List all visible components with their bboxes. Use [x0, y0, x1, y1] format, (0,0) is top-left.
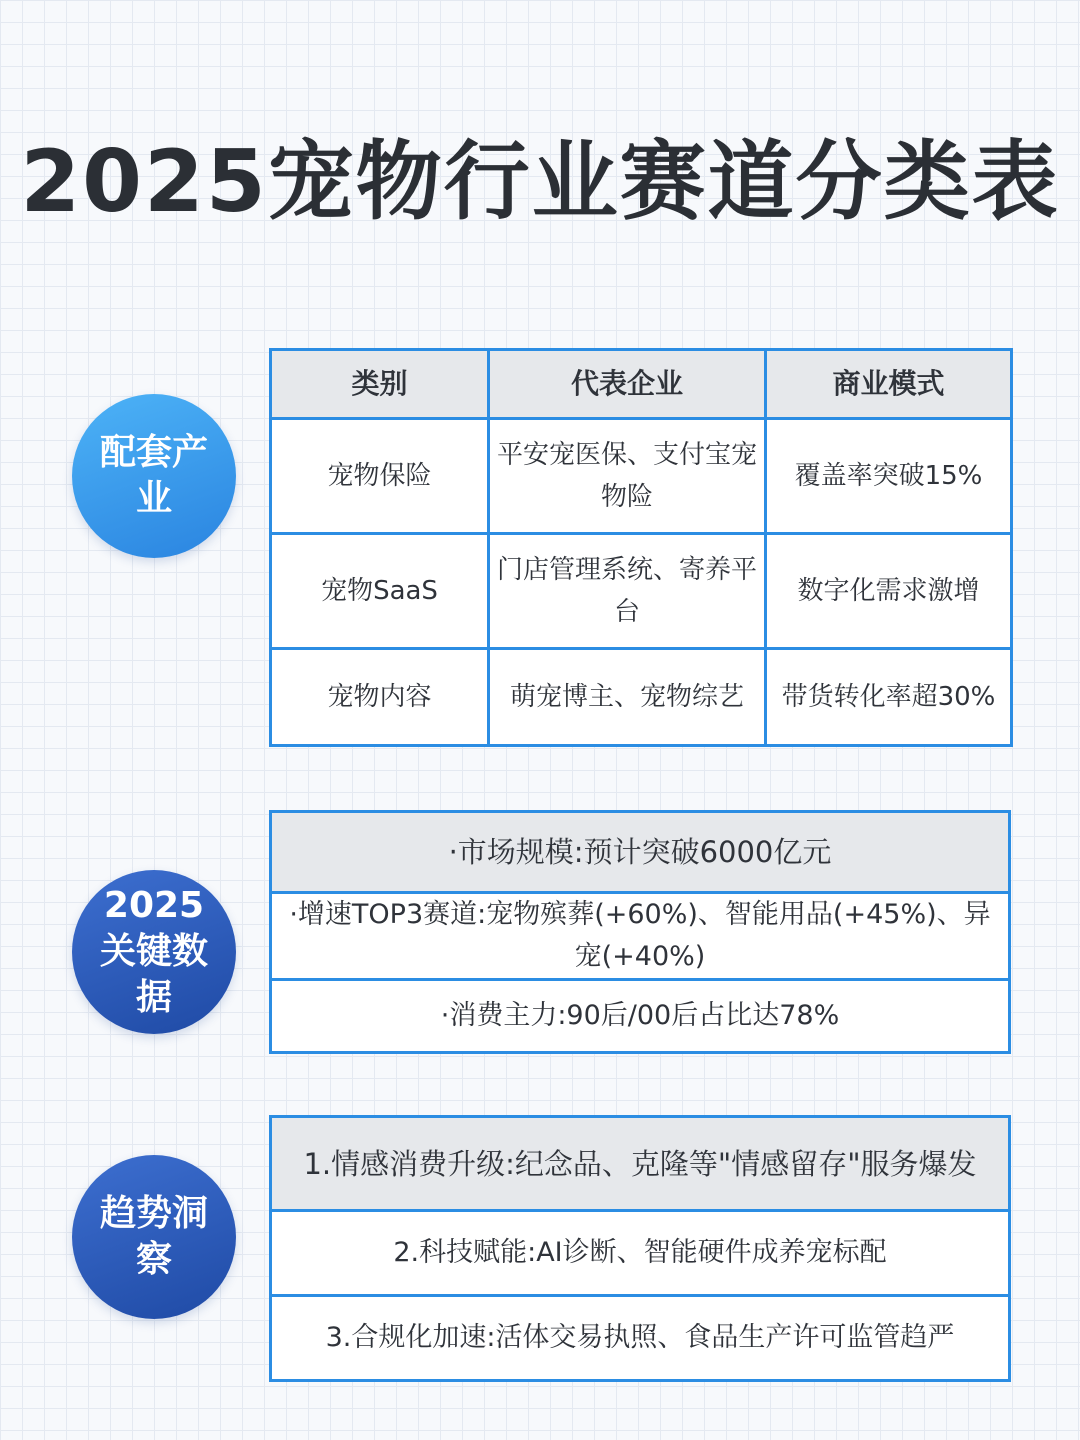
- table-cell-category: 宠物内容: [271, 649, 489, 746]
- key-data-consumer-main: ·消费主力:90后/00后占比达78%: [271, 980, 1010, 1053]
- key-data-panel: [269, 810, 1011, 1054]
- trend-insight-badge: [72, 1155, 236, 1319]
- trend-tech-empowerment: 2.科技赋能:AI诊断、智能硬件成养宠标配: [271, 1211, 1010, 1296]
- table-cell-category: 宠物保险: [271, 419, 489, 534]
- column-header-business-model: 商业模式: [766, 350, 1012, 419]
- column-header-companies: 代表企业: [489, 350, 766, 419]
- page-title: 2025宠物行业赛道分类表: [20, 132, 1060, 232]
- trend-emotional-consumption: 1.情感消费升级:纪念品、克隆等"情感留存"服务爆发: [271, 1117, 1010, 1211]
- table-cell-business-model: 数字化需求激增: [766, 534, 1012, 649]
- support-industry-badge: [72, 394, 236, 558]
- list-item: [271, 812, 1010, 893]
- table-row: [271, 419, 1012, 534]
- key-data-market-size: ·市场规模:预计突破6000亿元: [271, 812, 1010, 893]
- table-row: [271, 649, 1012, 746]
- table-row: [271, 534, 1012, 649]
- table-cell-business-model: 带货转化率超30%: [766, 649, 1012, 746]
- list-item: [271, 1211, 1010, 1296]
- trend-insight-badge-label: 趋势洞察: [99, 1193, 208, 1280]
- table-cell-category: 宠物SaaS: [271, 534, 489, 649]
- key-data-badge-label: 2025关键数据: [99, 885, 208, 1018]
- key-data-top3-growth: ·增速TOP3赛道:宠物殡葬(+60%)、智能用品(+45%)、异宠(+40%): [271, 893, 1010, 980]
- list-item: [271, 1117, 1010, 1211]
- table-cell-companies: 萌宠博主、宠物综艺: [489, 649, 766, 746]
- table-cell-companies: 门店管理系统、寄养平台: [489, 534, 766, 649]
- trend-panel: [269, 1115, 1011, 1382]
- table-cell-business-model: 覆盖率突破15%: [766, 419, 1012, 534]
- trend-compliance: 3.合规化加速:活体交易执照、食品生产许可监管趋严: [271, 1296, 1010, 1381]
- list-item: [271, 893, 1010, 980]
- table-header-row: [271, 350, 1012, 419]
- industry-table: [269, 348, 1013, 747]
- list-item: [271, 1296, 1010, 1381]
- list-item: [271, 980, 1010, 1053]
- column-header-category: 类别: [271, 350, 489, 419]
- key-data-badge: [72, 870, 236, 1034]
- table-cell-companies: 平安宠医保、支付宝宠物险: [489, 419, 766, 534]
- support-industry-badge-label: 配套产业: [99, 432, 208, 519]
